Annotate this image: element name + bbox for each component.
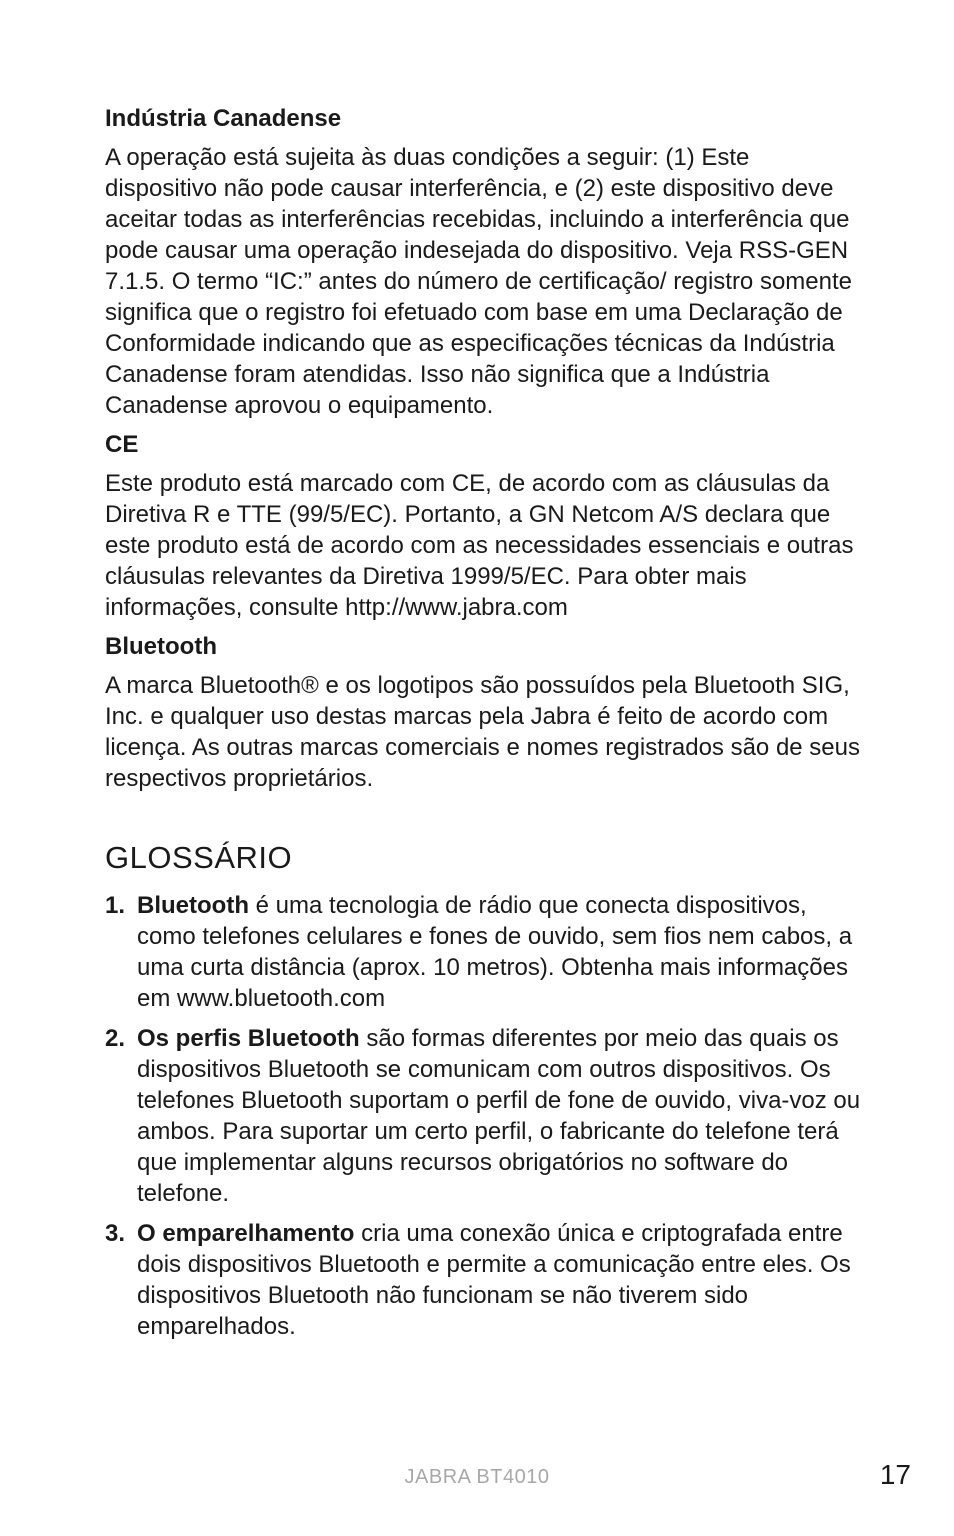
glossary-item [105, 1023, 865, 1209]
glossary-item-term: Bluetooth [137, 892, 249, 919]
glossary-item [105, 890, 865, 1014]
glossary-title: GLOSSÁRIO [105, 840, 293, 875]
glossary-item-number: 3. [105, 1220, 126, 1247]
glossary-item-text: cria uma conexão única e criptografada entre dois dispositivos Bluetooth e permite a comunicação entre eles. Os dispositivos Bluetooth não funcionam se não tiverem sido emparelhados. [137, 1220, 851, 1340]
glossary-item [105, 1218, 865, 1342]
glossary-item-text: são formas diferentes por meio das quais os dispositivos Bluetooth se comunicam com outros dispositivos. Os telefones Bluetooth suportam o perfil de fone de ouvido, viva-voz ou ambos. Para suportar um certo perfil, o fabricante do telefone terá que implementar alguns recursos obrigatórios no software do telefone. [137, 1025, 861, 1207]
glossary-item-number: 2. [105, 1025, 126, 1052]
glossary-item-term: Os perfis Bluetooth [137, 1025, 360, 1052]
footer-brand: JABRA BT4010 [404, 1466, 550, 1488]
section-body: A operação está sujeita às duas condições a seguir: (1) Este dispositivo não pode causar interferência, e (2) este dispositivo deve aceitar todas as interferências recebidas, incluindo a interferência que pode causar uma operação indesejada do dispositivo. Veja RSS-GEN 7.1.5. O termo “IC:” antes do número de certificação/ registro somente significa que o registro foi efetuado com base em uma Declaração de Conformidade indicando que as especificações técnicas da Indústria Canadense foram atendidas. Isso não significa que a Indústria Canadense aprovou o equipamento. [105, 144, 852, 419]
section-heading: Indústria Canadense [105, 105, 342, 132]
glossary-item-text: é uma tecnologia de rádio que conecta dispositivos, como telefones celulares e fones de ouvido, sem fios nem cabos, a uma curta distância (aprox. 10 metros). Obtenha mais informações em www.bluetooth.com [137, 892, 853, 1012]
section-industria-canadense [105, 103, 865, 421]
page-number: 17 [879, 1459, 911, 1490]
page-content [105, 103, 865, 1351]
section-heading: Bluetooth [105, 633, 217, 660]
section-heading: CE [105, 431, 139, 458]
glossary-item-number: 1. [105, 892, 126, 919]
glossary-item-term: O emparelhamento [137, 1220, 355, 1247]
section-body: Este produto está marcado com CE, de acordo com as cláusulas da Diretiva R e TTE (99/5/EC). Portanto, a GN Netcom A/S declara que este produto está de acordo com as necessidades essenciais e outras cláusulas relevantes da Diretiva 1999/5/EC. Para obter mais informações, consulte http://www.jabra.com [105, 470, 854, 621]
section-body: A marca Bluetooth® e os logotipos são possuídos pela Bluetooth SIG, Inc. e qualquer uso destas marcas pela Jabra é feito de acordo com licença. As outras marcas comerciais e nomes registrados são de seus respectivos proprietários. [105, 672, 861, 792]
section-bluetooth [105, 631, 865, 794]
section-ce [105, 429, 865, 623]
glossary-list [105, 890, 865, 1342]
